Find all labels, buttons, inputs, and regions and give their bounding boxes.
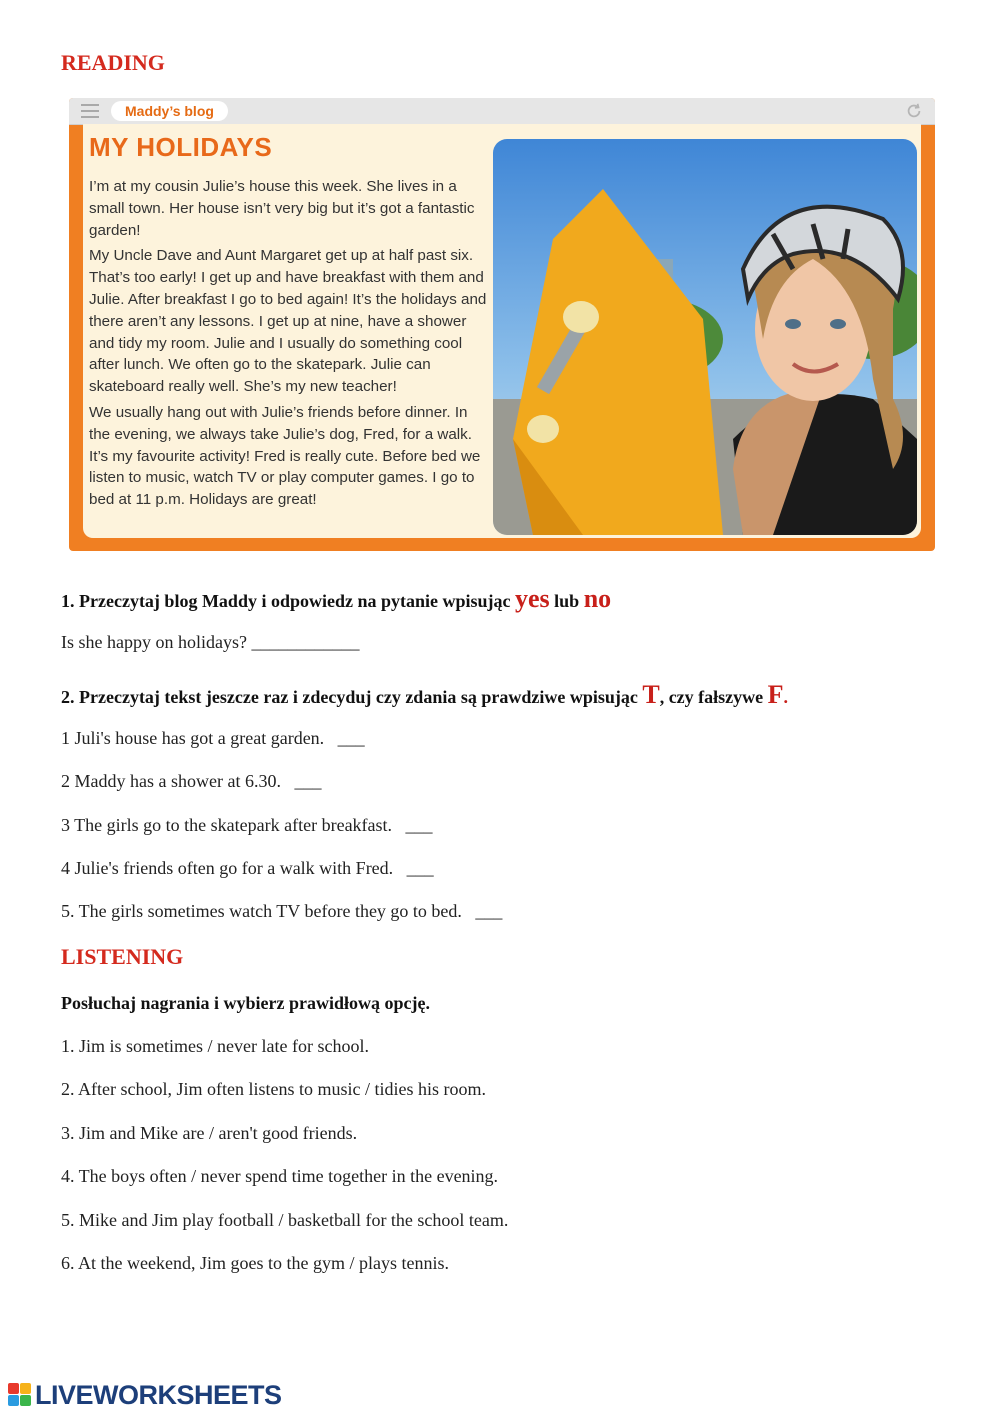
blog-heading: MY HOLIDAYS — [89, 132, 273, 162]
q2-true-letter: T — [642, 680, 660, 709]
girl-skateboard-photo — [493, 139, 917, 535]
blog-content — [83, 124, 921, 538]
listening-title: LISTENING — [61, 944, 184, 969]
tf-item[interactable]: 5. The girls sometimes watch TV before they go to bed. ___ — [61, 901, 503, 921]
listening-item[interactable]: 6. At the weekend, Jim goes to the gym / plays tennis. — [61, 1253, 449, 1273]
blog-paragraph: We usually hang out with Julie’s friends before dinner. In the evening, we always take Julie’s dog, Fred, for a walk. It’s my favourite activity! Fred is really cute. Before bed we listen to music, watch TV or play computer games. I go to bed at 11 p.m. Holidays are great! — [89, 403, 481, 509]
logo-squares-icon — [8, 1383, 32, 1407]
logo-text: LIVEWORKSHEETS — [35, 1379, 282, 1410]
question-1-prompt[interactable]: Is she happy on holidays? ____________ — [61, 632, 360, 652]
listening-item[interactable]: 4. The boys often / never spend time together in the evening. — [61, 1166, 499, 1186]
q2-dot: . — [783, 687, 789, 707]
tf-item[interactable]: 3 The girls go to the skatepark after breakfast. ___ — [61, 815, 433, 835]
listening-item[interactable]: 1. Jim is sometimes / never late for school. — [61, 1036, 369, 1056]
refresh-icon — [905, 102, 923, 120]
blog-toolbar — [69, 98, 935, 125]
menu-icon — [81, 104, 99, 118]
blog-tab: Maddy’s blog — [111, 101, 228, 121]
listening-instruction: Posłuchaj nagrania i wybierz prawidłową opcję. — [61, 993, 430, 1013]
reading-title: READING — [61, 50, 165, 75]
q1-text: 1. Przeczytaj blog Maddy i odpowiedz na pytanie wpisując — [61, 591, 511, 611]
blog-paragraph: I’m at my cousin Julie’s house this week. She lives in a small town. Her house isn’t very big but it’s got a fantastic garden! — [89, 178, 475, 239]
question-1-instruction — [61, 584, 611, 614]
tf-item[interactable]: 1 Juli's house has got a great garden. ___ — [61, 728, 365, 748]
blog-text — [89, 176, 489, 515]
tf-item[interactable]: 4 Julie's friends often go for a walk with Fred. ___ — [61, 858, 434, 878]
q2-false-text: , czy fałszywe — [659, 687, 764, 707]
question-2-instruction — [61, 680, 788, 710]
liveworksheets-logo — [8, 1380, 282, 1410]
listening-item[interactable]: 3. Jim and Mike are / aren't good friends. — [61, 1123, 358, 1143]
tf-item[interactable]: 2 Maddy has a shower at 6.30. ___ — [61, 771, 322, 791]
blog-card — [69, 98, 935, 551]
q1-or-word: lub — [554, 591, 580, 611]
listening-item[interactable]: 5. Mike and Jim play football / basketball for the school team. — [61, 1210, 509, 1230]
q2-false-letter: F — [767, 680, 784, 709]
q1-no-word: no — [583, 584, 612, 613]
q1-yes-word: yes — [515, 584, 550, 613]
blog-paragraph: My Uncle Dave and Aunt Margaret get up at half past six. That’s too early! I get up and have breakfast with them and Julie. After breakfast I go to bed again! It’s the holidays and there aren’t any lessons. I get up at nine, have a shower and tidy my room. Julie and I usually do something cool after lunch. We often go to the skatepark. Julie can skateboard really well. She’s my new teacher! — [89, 247, 487, 396]
listening-item[interactable]: 2. After school, Jim often listens to music / tidies his room. — [61, 1079, 486, 1099]
q2-text: 2. Przeczytaj tekst jeszcze raz i zdecyduj czy zdania są prawdziwe wpisując — [61, 687, 638, 707]
